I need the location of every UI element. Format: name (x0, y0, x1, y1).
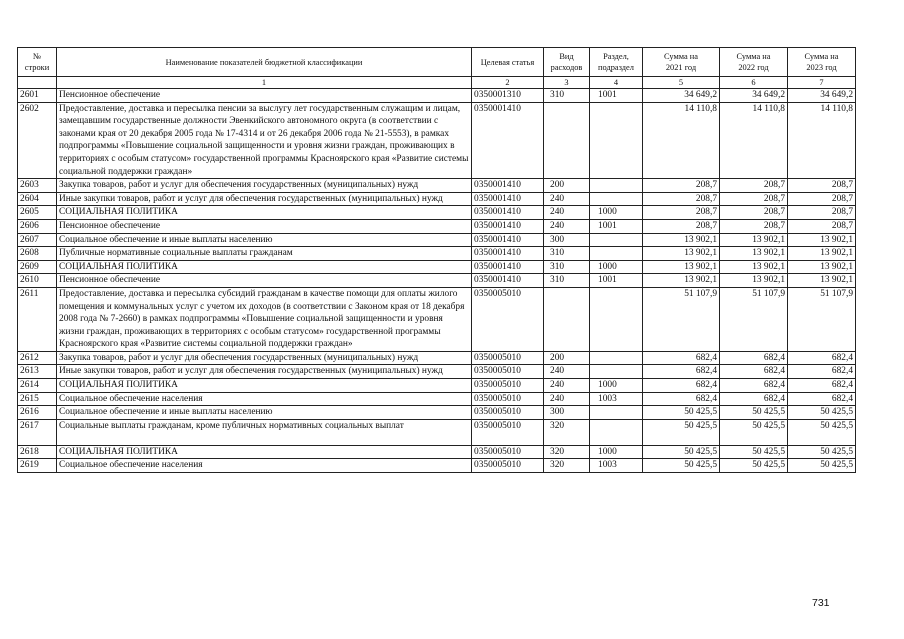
column-number: 1 (57, 77, 472, 89)
header-target-article: Целевая статья (472, 48, 544, 77)
sum-2021-cell: 13 902,1 (643, 260, 720, 274)
column-number: 4 (590, 77, 643, 89)
sum-2022-cell: 13 902,1 (720, 274, 788, 288)
column-number: 2 (472, 77, 544, 89)
sum-2021-cell: 34 649,2 (643, 89, 720, 103)
section-cell: 1000 (590, 206, 643, 220)
expense-type-cell (544, 102, 590, 179)
section-cell: 1003 (590, 459, 643, 473)
column-number: 3 (544, 77, 590, 89)
header-section: Раздел, подраздел (590, 48, 643, 77)
target-article-cell: 0350001410 (472, 102, 544, 179)
row-number-cell: 2611 (18, 287, 57, 351)
page-number: 731 (812, 597, 830, 609)
sum-2023-cell: 50 425,5 (788, 406, 856, 420)
section-cell: 1001 (590, 219, 643, 233)
header-sum-2021: Сумма на 2021 год (643, 48, 720, 77)
target-article-cell: 0350005010 (472, 392, 544, 406)
indicator-name-cell: СОЦИАЛЬНАЯ ПОЛИТИКА (57, 379, 472, 393)
section-cell: 1000 (590, 379, 643, 393)
target-article-cell: 0350005010 (472, 445, 544, 459)
expense-type-cell: 310 (544, 260, 590, 274)
expense-type-cell: 310 (544, 274, 590, 288)
sum-2021-cell: 14 110,8 (643, 102, 720, 179)
section-cell (590, 419, 643, 445)
column-number: 5 (643, 77, 720, 89)
indicator-name-cell: Социальные выплаты гражданам, кроме публичных нормативных социальных выплат (57, 419, 472, 445)
row-number-cell: 2612 (18, 351, 57, 365)
sum-2022-cell: 51 107,9 (720, 287, 788, 351)
target-article-cell: 0350005010 (472, 365, 544, 379)
expense-type-cell: 240 (544, 392, 590, 406)
sum-2023-cell: 208,7 (788, 192, 856, 206)
sum-2021-cell: 682,4 (643, 351, 720, 365)
indicator-name-cell: Предоставление, доставка и пересылка пенсии за выслугу лет государственным служащим и лицам, замещавшим государственные должности Эвенкийского автономного округа (в соответствии с законами края от 20 декабря 2005 года № 17-4314 и от 26 декабря 2006 года № 21-5553), в рамках подпрограммы «Повышение социальной защищенности и уровня жизни граждан, проживающих в территориях с особым статусом» государственной программы Красноярского края «Развитие системы социальной поддержки граждан» (57, 102, 472, 179)
sum-2022-cell: 50 425,5 (720, 419, 788, 445)
target-article-cell: 0350001410 (472, 260, 544, 274)
target-article-cell: 0350005010 (472, 419, 544, 445)
sum-2023-cell: 50 425,5 (788, 459, 856, 473)
expense-type-cell: 240 (544, 219, 590, 233)
row-number-cell: 2615 (18, 392, 57, 406)
expense-type-cell (544, 287, 590, 351)
section-cell (590, 365, 643, 379)
header-sum-2022: Сумма на 2022 год (720, 48, 788, 77)
table-row (18, 365, 856, 379)
table-row (18, 274, 856, 288)
target-article-cell: 0350001410 (472, 233, 544, 247)
indicator-name-cell: Социальное обеспечение населения (57, 392, 472, 406)
sum-2021-cell: 208,7 (643, 179, 720, 193)
target-article-cell: 0350001410 (472, 192, 544, 206)
sum-2023-cell: 208,7 (788, 179, 856, 193)
section-cell (590, 192, 643, 206)
sum-2022-cell: 13 902,1 (720, 260, 788, 274)
expense-type-cell: 300 (544, 406, 590, 420)
target-article-cell: 0350001410 (472, 219, 544, 233)
target-article-cell: 0350001410 (472, 206, 544, 220)
sum-2023-cell: 208,7 (788, 219, 856, 233)
section-cell: 1000 (590, 260, 643, 274)
expense-type-cell: 310 (544, 247, 590, 261)
sum-2023-cell: 13 902,1 (788, 260, 856, 274)
target-article-cell: 0350001310 (472, 89, 544, 103)
sum-2023-cell: 13 902,1 (788, 233, 856, 247)
sum-2023-cell: 34 649,2 (788, 89, 856, 103)
indicator-name-cell: Пенсионное обеспечение (57, 89, 472, 103)
column-number: 6 (720, 77, 788, 89)
expense-type-cell: 200 (544, 351, 590, 365)
column-number-row (18, 77, 856, 89)
section-cell (590, 179, 643, 193)
table-row (18, 459, 856, 473)
indicator-name-cell: СОЦИАЛЬНАЯ ПОЛИТИКА (57, 445, 472, 459)
indicator-name-cell: Пенсионное обеспечение (57, 219, 472, 233)
expense-type-cell: 320 (544, 419, 590, 445)
table-row (18, 406, 856, 420)
row-number-cell: 2609 (18, 260, 57, 274)
table-row (18, 379, 856, 393)
header-row-number: № строки (18, 48, 57, 77)
section-cell (590, 102, 643, 179)
sum-2023-cell: 14 110,8 (788, 102, 856, 179)
indicator-name-cell: Иные закупки товаров, работ и услуг для обеспечения государственных (муниципальных) нужд (57, 365, 472, 379)
target-article-cell: 0350001410 (472, 179, 544, 193)
sum-2021-cell: 50 425,5 (643, 445, 720, 459)
sum-2022-cell: 50 425,5 (720, 459, 788, 473)
sum-2023-cell: 208,7 (788, 206, 856, 220)
row-number-cell: 2613 (18, 365, 57, 379)
section-cell (590, 351, 643, 365)
table-row (18, 287, 856, 351)
indicator-name-cell: Закупка товаров, работ и услуг для обеспечения государственных (муниципальных) нужд (57, 351, 472, 365)
sum-2022-cell: 682,4 (720, 365, 788, 379)
budget-table-container (17, 47, 855, 473)
table-row (18, 392, 856, 406)
table-row (18, 419, 856, 445)
table-row (18, 192, 856, 206)
table-row (18, 445, 856, 459)
section-cell (590, 406, 643, 420)
sum-2023-cell: 682,4 (788, 379, 856, 393)
section-cell (590, 247, 643, 261)
target-article-cell: 0350005010 (472, 459, 544, 473)
sum-2023-cell: 682,4 (788, 351, 856, 365)
sum-2021-cell: 50 425,5 (643, 419, 720, 445)
header-expense-type: Вид расходов (544, 48, 590, 77)
sum-2021-cell: 50 425,5 (643, 406, 720, 420)
sum-2023-cell: 50 425,5 (788, 419, 856, 445)
sum-2022-cell: 208,7 (720, 192, 788, 206)
sum-2021-cell: 682,4 (643, 365, 720, 379)
row-number-cell: 2616 (18, 406, 57, 420)
sum-2022-cell: 208,7 (720, 219, 788, 233)
row-number-cell: 2619 (18, 459, 57, 473)
table-body (18, 89, 856, 473)
sum-2022-cell: 682,4 (720, 351, 788, 365)
table-row (18, 247, 856, 261)
indicator-name-cell: СОЦИАЛЬНАЯ ПОЛИТИКА (57, 260, 472, 274)
column-number: 7 (788, 77, 856, 89)
expense-type-cell: 240 (544, 206, 590, 220)
target-article-cell: 0350005010 (472, 287, 544, 351)
row-number-cell: 2618 (18, 445, 57, 459)
indicator-name-cell: СОЦИАЛЬНАЯ ПОЛИТИКА (57, 206, 472, 220)
sum-2022-cell: 682,4 (720, 379, 788, 393)
sum-2022-cell: 13 902,1 (720, 247, 788, 261)
table-row (18, 233, 856, 247)
sum-2023-cell: 682,4 (788, 365, 856, 379)
sum-2022-cell: 50 425,5 (720, 445, 788, 459)
sum-2022-cell: 14 110,8 (720, 102, 788, 179)
sum-2022-cell: 208,7 (720, 179, 788, 193)
section-cell: 1000 (590, 445, 643, 459)
expense-type-cell: 200 (544, 179, 590, 193)
budget-table (17, 47, 856, 473)
indicator-name-cell: Закупка товаров, работ и услуг для обеспечения государственных (муниципальных) нужд (57, 179, 472, 193)
expense-type-cell: 240 (544, 192, 590, 206)
section-cell: 1001 (590, 274, 643, 288)
row-number-cell: 2601 (18, 89, 57, 103)
target-article-cell: 0350005010 (472, 351, 544, 365)
indicator-name-cell: Социальное обеспечение и иные выплаты населению (57, 233, 472, 247)
column-number (18, 77, 57, 89)
row-number-cell: 2617 (18, 419, 57, 445)
row-number-cell: 2608 (18, 247, 57, 261)
row-number-cell: 2603 (18, 179, 57, 193)
sum-2021-cell: 50 425,5 (643, 459, 720, 473)
sum-2022-cell: 682,4 (720, 392, 788, 406)
sum-2021-cell: 208,7 (643, 192, 720, 206)
row-number-cell: 2607 (18, 233, 57, 247)
sum-2023-cell: 13 902,1 (788, 274, 856, 288)
expense-type-cell: 320 (544, 445, 590, 459)
sum-2023-cell: 682,4 (788, 392, 856, 406)
indicator-name-cell: Публичные нормативные социальные выплаты гражданам (57, 247, 472, 261)
header-sum-2023: Сумма на 2023 год (788, 48, 856, 77)
section-cell (590, 233, 643, 247)
sum-2023-cell: 50 425,5 (788, 445, 856, 459)
sum-2021-cell: 51 107,9 (643, 287, 720, 351)
sum-2022-cell: 13 902,1 (720, 233, 788, 247)
expense-type-cell: 300 (544, 233, 590, 247)
target-article-cell: 0350005010 (472, 379, 544, 393)
row-number-cell: 2604 (18, 192, 57, 206)
table-row (18, 260, 856, 274)
table-row (18, 89, 856, 103)
sum-2021-cell: 682,4 (643, 379, 720, 393)
row-number-cell: 2606 (18, 219, 57, 233)
sum-2022-cell: 50 425,5 (720, 406, 788, 420)
header-indicator-name: Наименование показателей бюджетной классификации (57, 48, 472, 77)
target-article-cell: 0350001410 (472, 247, 544, 261)
sum-2023-cell: 13 902,1 (788, 247, 856, 261)
expense-type-cell: 310 (544, 89, 590, 103)
table-row (18, 351, 856, 365)
sum-2022-cell: 208,7 (720, 206, 788, 220)
sum-2021-cell: 13 902,1 (643, 274, 720, 288)
expense-type-cell: 240 (544, 379, 590, 393)
indicator-name-cell: Социальное обеспечение и иные выплаты населению (57, 406, 472, 420)
sum-2022-cell: 34 649,2 (720, 89, 788, 103)
row-number-cell: 2614 (18, 379, 57, 393)
sum-2023-cell: 51 107,9 (788, 287, 856, 351)
indicator-name-cell: Пенсионное обеспечение (57, 274, 472, 288)
table-header-row (18, 48, 856, 77)
sum-2021-cell: 13 902,1 (643, 233, 720, 247)
row-number-cell: 2602 (18, 102, 57, 179)
table-row (18, 206, 856, 220)
sum-2021-cell: 208,7 (643, 206, 720, 220)
indicator-name-cell: Предоставление, доставка и пересылка субсидий гражданам в качестве помощи для оплаты жилого помещения и коммунальных услуг с учетом их доходов (в соответствии с Законом края от 18 декабря 2008 года № 7-2660) в рамках подпрограммы «Повышение социальной защищенности и уровня жизни граждан, проживающих в территориях с особым статусом» государственной программы Красноярского края «Развитие системы социальной поддержки граждан» (57, 287, 472, 351)
sum-2021-cell: 208,7 (643, 219, 720, 233)
sum-2021-cell: 682,4 (643, 392, 720, 406)
target-article-cell: 0350005010 (472, 406, 544, 420)
indicator-name-cell: Иные закупки товаров, работ и услуг для обеспечения государственных (муниципальных) нужд (57, 192, 472, 206)
indicator-name-cell: Социальное обеспечение населения (57, 459, 472, 473)
table-row (18, 179, 856, 193)
row-number-cell: 2605 (18, 206, 57, 220)
expense-type-cell: 320 (544, 459, 590, 473)
table-row (18, 102, 856, 179)
table-row (18, 219, 856, 233)
sum-2021-cell: 13 902,1 (643, 247, 720, 261)
expense-type-cell: 240 (544, 365, 590, 379)
row-number-cell: 2610 (18, 274, 57, 288)
section-cell (590, 287, 643, 351)
section-cell: 1003 (590, 392, 643, 406)
section-cell: 1001 (590, 89, 643, 103)
target-article-cell: 0350001410 (472, 274, 544, 288)
